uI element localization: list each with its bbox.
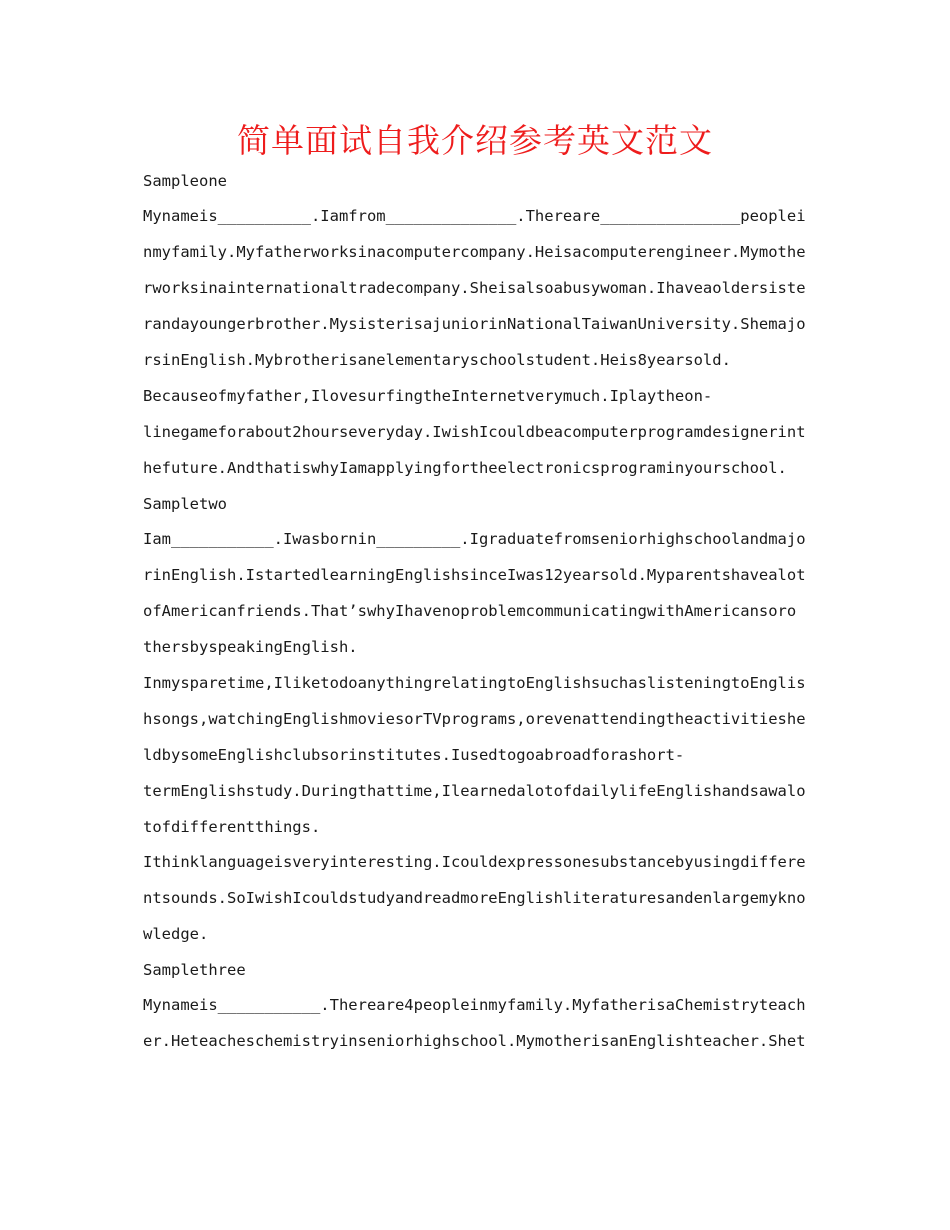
- text-line: nmyfamily.Myfatherworksinacomputercompany.Heisacomputerengineer.Mymothe: [143, 243, 806, 261]
- text-line: hefuture.AndthatiswhyIamapplyingfortheelectronicsprograminyourschool.: [143, 459, 787, 477]
- sample-heading: Sampleone: [143, 172, 227, 190]
- text-line: Mynameis__________.Iamfrom______________.Thereare_______________peoplei: [143, 207, 806, 225]
- text-line: ofAmericanfriends.That’swhyIhavenoproblemcommunicatingwithAmericansoro: [143, 602, 797, 620]
- text-line: rsinEnglish.Mybrotherisanelementaryschoolstudent.Heis8yearsold.: [143, 351, 731, 369]
- sample-heading: Sampletwo: [143, 495, 227, 513]
- text-line: Ithinklanguageisveryinteresting.Icouldexpressonesubstancebyusingdiffere: [143, 853, 806, 871]
- text-line: hsongs,watchingEnglishmoviesorTVprograms,orevenattendingtheactivitieshe: [143, 710, 806, 728]
- text-line: randayoungerbrother.MysisterisajuniorinNationalTaiwanUniversity.Shemajo: [143, 315, 806, 333]
- document-title: 简单面试自我介绍参考英文范文: [237, 121, 713, 160]
- text-line: rinEnglish.IstartedlearningEnglishsinceIwas12yearsold.Myparentshavealot: [143, 566, 806, 584]
- text-line: linegameforabout2hourseveryday.IwishIcouldbeacomputerprogramdesignerint: [143, 423, 806, 441]
- text-line: Iam___________.Iwasbornin_________.Igraduatefromseniorhighschoolandmajo: [143, 530, 806, 548]
- text-line: er.Heteacheschemistryinseniorhighschool.MymotherisanEnglishteacher.Shet: [143, 1032, 806, 1050]
- text-line: ntsounds.SoIwishIcouldstudyandreadmoreEnglishliteraturesandenlargemykno: [143, 889, 806, 907]
- text-line: Becauseofmyfather,IlovesurfingtheInternetverymuch.Iplaytheon-: [143, 387, 713, 405]
- text-line: rworksinainternationaltradecompany.Sheisalsoabusywoman.Ihaveaoldersiste: [143, 279, 806, 297]
- sample-heading: Samplethree: [143, 961, 246, 979]
- text-line: wledge.: [143, 925, 209, 943]
- text-line: Inmysparetime,IliketodoanythingrelatingtoEnglishsuchaslisteningtoEnglis: [143, 674, 806, 692]
- text-line: thersbyspeakingEnglish.: [143, 638, 358, 656]
- text-line: Mynameis___________.Thereare4peopleinmyfamily.MyfatherisaChemistryteach: [143, 996, 806, 1014]
- text-line: tofdifferentthings.: [143, 818, 321, 836]
- text-line: termEnglishstudy.Duringthattime,IlearnedalotofdailylifeEnglishandsawalo: [143, 782, 806, 800]
- text-line: ldbysomeEnglishclubsorinstitutes.Iusedtogoabroadforashort-: [143, 746, 685, 764]
